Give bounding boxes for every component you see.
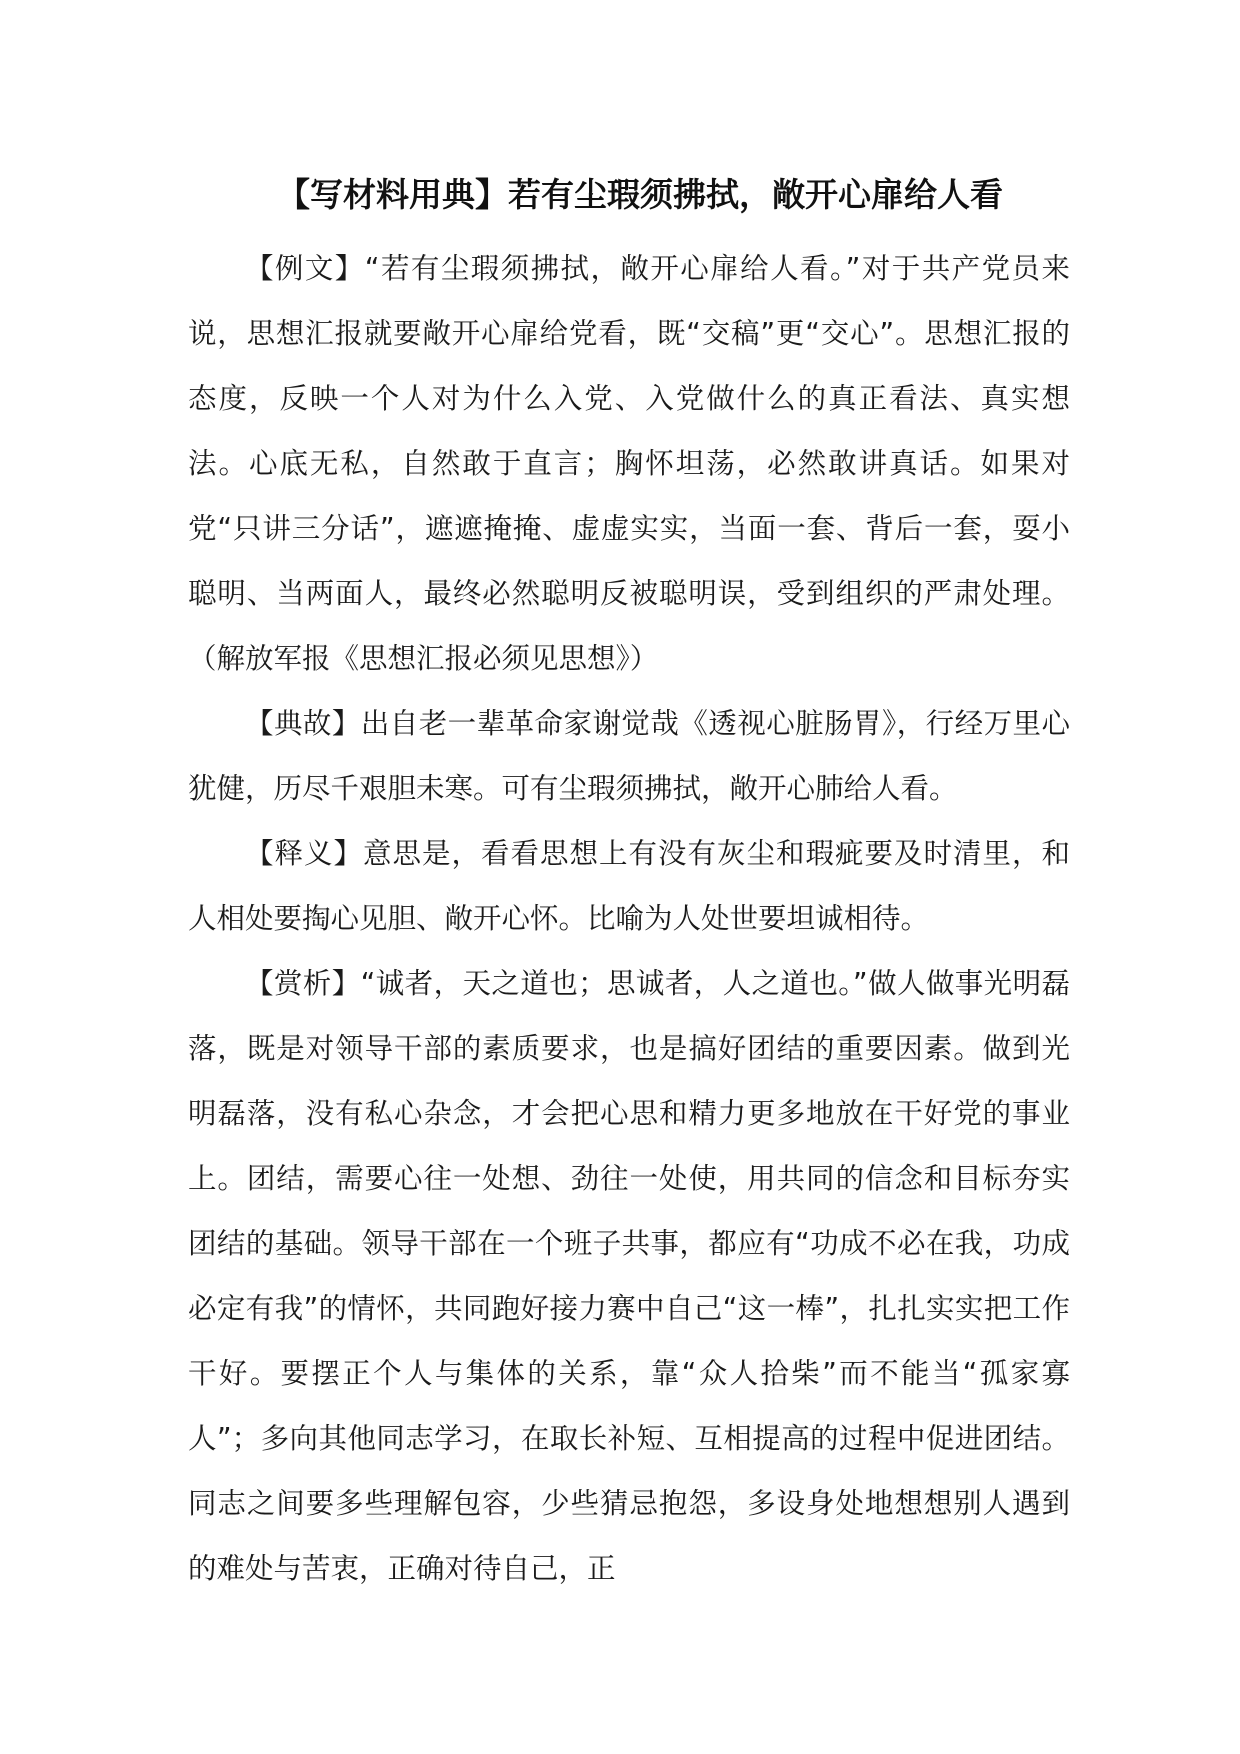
paragraph-example: 【例文】“若有尘瑕须拂拭，敞开心扉给人看。”对于共产党员来说，思想汇报就要敞开心扉给党看，既“交稿”更“交心”。思想汇报的态度，反映一个人对为什么入党、入党做什么的真正看法、真实想法。心底无私，自然敢于直言；胸怀坦荡，必然敢讲真话。如果对党“只讲三分话”，遮遮掩掩、虚虚实实，当面一套、背后一套，耍小聪明、当两面人，最终必然聪明反被聪明误，受到组织的严肃处理。（解放军报《思想汇报必须见思想》）: [188, 252, 1070, 675]
paragraph-appreciation: 【赏析】“诚者，天之道也；思诚者，人之道也。”做人做事光明磊落，既是对领导干部的素质要求，也是搞好团结的重要因素。做到光明磊落，没有私心杂念，才会把心思和精力更多地放在干好党的事业上。团结，需要心往一处想、劲往一处使，用共同的信念和目标夯实团结的基础。领导干部在一个班子共事，都应有“功成不必在我，功成必定有我”的情怀，共同跑好接力赛中自己“这一棒”，扎扎实实把工作干好。要摆正个人与集体的关系，靠“众人拾柴”而不能当“孤家寡人”；多向其他同志学习，在取长补短、互相提高的过程中促进团结。同志之间要多些理解包容，少些猜忌抱怨，多设身处地想想别人遇到的难处与苦衷，正确对待自己，正: [188, 967, 1071, 1585]
paragraph-allusion: 【典故】出自老一辈革命家谢觉哉《透视心脏肠胃》，行经万里心犹健，历尽千艰胆未寒。可有尘瑕须拂拭，敞开心肺给人看。: [188, 707, 1070, 805]
document-title: 【写材料用典】若有尘瑕须拂拭，敞开心扉给人看: [277, 175, 1003, 214]
document-body: [188, 236, 1070, 1601]
paragraph-meaning: 【释义】意思是，看看思想上有没有灰尘和瑕疵要及时清里，和人相处要掏心见胆、敞开心怀。比喻为人处世要坦诚相待。: [188, 837, 1070, 935]
